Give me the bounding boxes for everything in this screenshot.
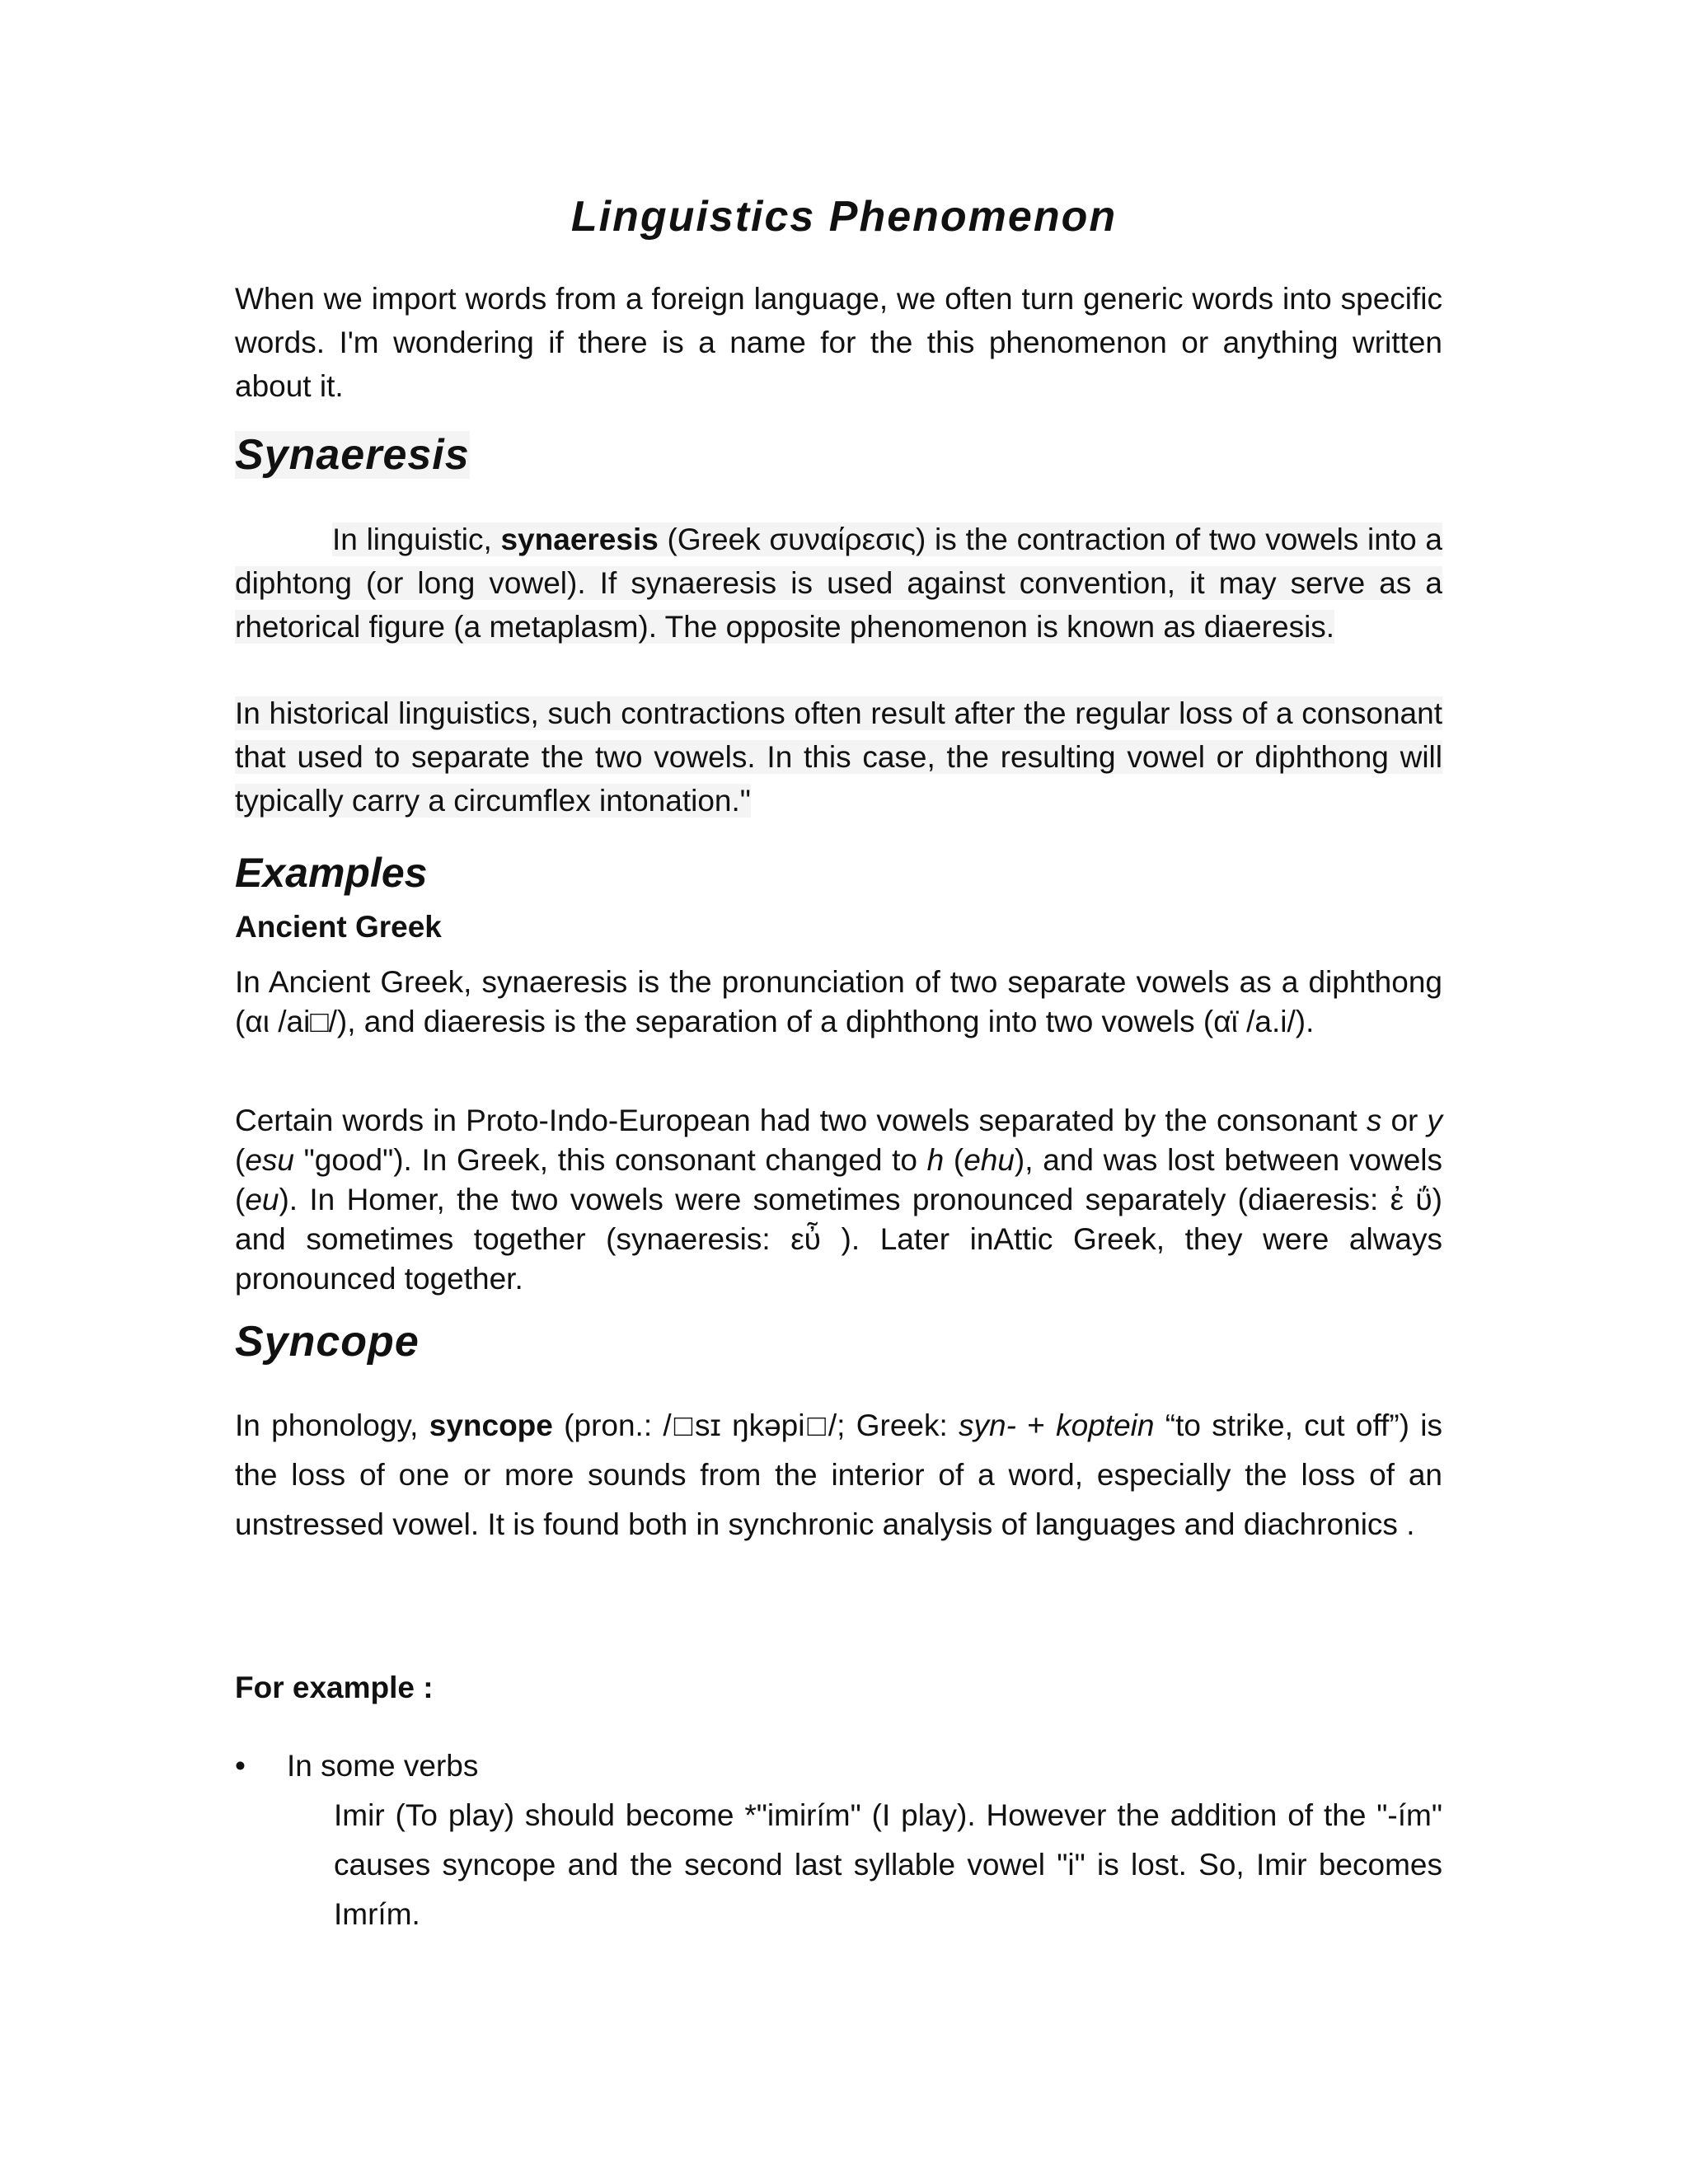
synaeresis-p1-start: In linguistic, xyxy=(332,523,501,556)
synaeresis-p1-rest: (Greek συναίρεσις) is the contraction of two vowels into a diphtong (or long vowel). If synaeresis is used against convention, it may serve as a rhetorical figure (a metaplasm). The opposite phenomenon is known as diaeresis. xyxy=(235,523,1442,644)
heading-examples: Examples xyxy=(235,850,428,896)
heading-for-example: For example : xyxy=(235,1671,434,1704)
bullet-icon: • xyxy=(235,1749,246,1783)
syncope-term: syncope xyxy=(429,1408,553,1442)
italic-y: y xyxy=(1427,1104,1442,1137)
synaeresis-paragraph-2 xyxy=(235,691,1442,823)
italic-h: h xyxy=(926,1143,945,1177)
syncope-paragraph xyxy=(235,1401,1442,1549)
italic-s: s xyxy=(1366,1104,1382,1137)
bullet-label: In some verbs xyxy=(287,1749,479,1783)
ancient-greek-paragraph-1: In Ancient Greek, synaeresis is the pronunciation of two separate vowels as a diphthong (αι /ai□/), and diaeresis is the separation of a diphthong into two vowels (αϊ /a.i/). xyxy=(235,965,1442,1038)
italic-syn: syn- xyxy=(959,1408,1016,1442)
text-run: + xyxy=(1015,1408,1057,1442)
text-run: ( xyxy=(944,1143,964,1177)
text-run: or xyxy=(1381,1104,1428,1137)
text-run: ), and was lost between vowels ( xyxy=(235,1143,1442,1216)
intro-paragraph: When we import words from a foreign language, we often turn generic words into specific words. I'm wondering if there is a name for the this phenomenon or anything written about it. xyxy=(235,282,1442,403)
italic-esu: esu xyxy=(245,1143,294,1177)
text-run: "good"). In Greek, this consonant changed to xyxy=(293,1143,927,1177)
text-run: ). In Homer, the two vowels were sometimes pronounced separately (diaeresis: ἐ ΰ) and sometimes together (synaeresis: εὖ ). Later inAttic Greek, they were always pronounced together. xyxy=(235,1183,1442,1296)
heading-syncope: Syncope xyxy=(235,1318,420,1366)
bullet-paragraph: Imir (To play) should become *"imirím" (I play). However the addition of the "-ím" causes syncope and the second last syllable vowel "i" is lost. So, Imir becomes Imrím. xyxy=(334,1798,1442,1931)
ancient-greek-paragraph-2 xyxy=(235,1101,1442,1299)
page-title: Linguistics Phenomenon xyxy=(570,193,1118,241)
text-run: (pron.: /□sɪ ŋkəpi□/; Greek: xyxy=(552,1408,959,1442)
heading-synaeresis xyxy=(235,430,470,480)
italic-ehu: ehu xyxy=(964,1143,1015,1177)
italic-koptein: koptein xyxy=(1056,1408,1155,1442)
synaeresis-paragraph-1 xyxy=(235,518,1442,649)
heading-ancient-greek: Ancient Greek xyxy=(235,910,442,944)
italic-eu: eu xyxy=(245,1183,279,1216)
text-run: “to strike, cut off”) is the loss of one or more sounds from the interior of a word, especially the loss of an unstressed vowel. It is found both in synchronic analysis of languages and diachronics . xyxy=(235,1408,1442,1541)
text-run: In phonology, xyxy=(235,1408,429,1442)
text-run: ( xyxy=(235,1143,246,1177)
text-run: Certain words in Proto-Indo-European had two vowels separated by the consonant xyxy=(235,1104,1367,1137)
synaeresis-p2-text: In historical linguistics, such contractions often result after the regular loss of a consonant that used to separate the two vowels. In this case, the resulting vowel or diphthong will typically carry a circumflex intonation." xyxy=(235,696,1442,818)
synaeresis-term: synaeresis xyxy=(500,523,659,556)
heading-synaeresis-text: Synaeresis xyxy=(235,431,470,479)
